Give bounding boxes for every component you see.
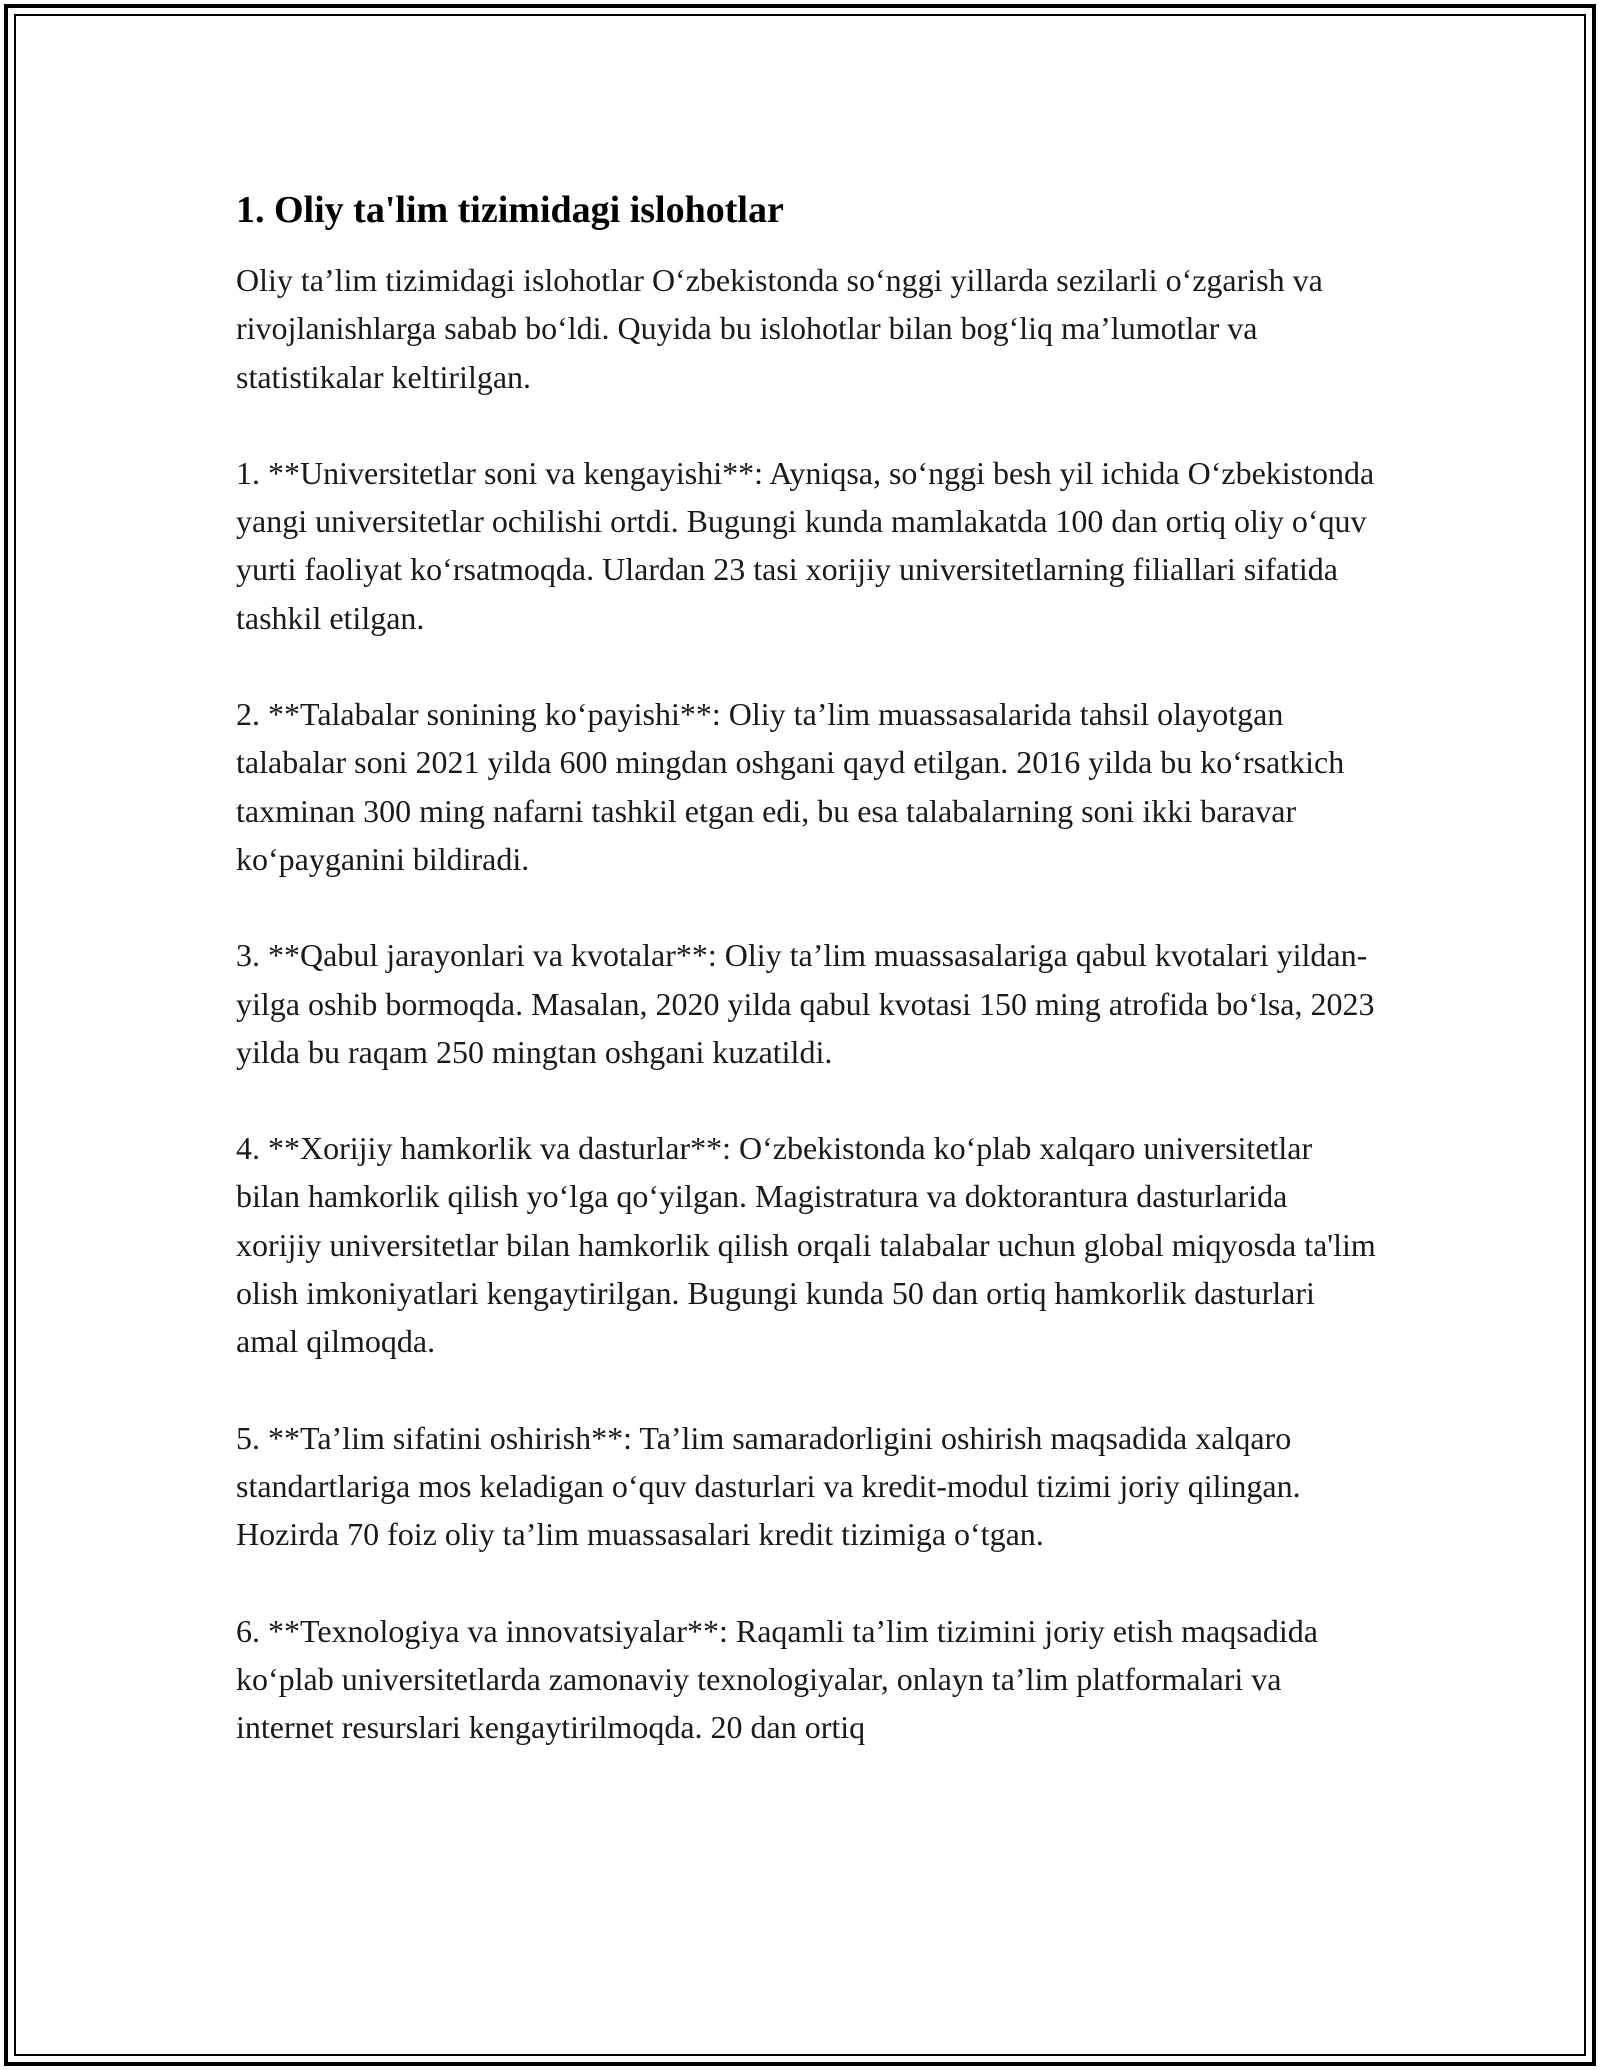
list-item-quality: 5. **Ta’lim sifatini oshirish**: Ta’lim samaradorligini oshirish maqsadida xalqaro standartlariga mos keladigan o‘quv dasturlari va kredit-modul tizimi joriy qilingan. Hozirda 70 foiz oliy ta’lim muassasalari kredit tizimiga o‘tgan. <box>236 1419 1301 1553</box>
list-item-admission: 3. **Qabul jarayonlari va kvotalar**: Oliy ta’lim muassasalariga qabul kvotalari yildan-yilga oshib bormoqda. Masalan, 2020 yilda qabul kvotasi 150 ming atrofida bo‘lsa, 2023 yilda bu raqam 250 mingtan oshgani kuzatildi. <box>236 937 1375 1070</box>
list-item-students: 2. **Talabalar sonining ko‘payishi**: Oliy ta’lim muassasalarida tahsil olayotgan talabalar soni 2021 yilda 600 mingdan oshgani qayd etilgan. 2016 yilda bu ko‘rsatkich taxminan 300 ming nafarni tashkil etgan edi, bu esa talabalarning soni ikki baravar ko‘payganini bildiradi. <box>236 696 1345 877</box>
intro-paragraph: Oliy ta’lim tizimidagi islohotlar O‘zbekistonda so‘nggi yillarda sezilarli o‘zgarish va rivojlanishlarga sabab bo‘ldi. Quyida bu islohotlar bilan bog‘liq ma’lumotlar va statistikalar keltirilgan. <box>236 262 1323 395</box>
list-item-universities: 1. **Universitetlar soni va kengayishi**: Ayniqsa, so‘nggi besh yil ichida O‘zbekistonda yangi universitetlar ochilishi ortdi. Bugungi kunda mamlakatda 100 dan ortiq oliy o‘quv yurti faoliyat ko‘rsatmoqda. Ulardan 23 tasi xorijiy universitetlarning filiallari sifatida tashkil etilgan. <box>236 454 1375 636</box>
list-item-cooperation: 4. **Xorijiy hamkorlik va dasturlar**: O‘zbekistonda ko‘plab xalqaro universitetlar bilan hamkorlik qilish yo‘lga qo‘yilgan. Magistratura va doktorantura dasturlarida xorijiy universitetlar bilan hamkorlik qilish orqali talabalar uchun global miqyosda ta'lim olish imkoniyatlari kengaytirilgan. Bugungi kunda 50 dan ortiq hamkorlik dasturlari amal qilmoqda. <box>236 1130 1376 1360</box>
section-heading: 1. Oliy ta'lim tizimidagi islohotlar <box>236 189 784 231</box>
list-item-technology: 6. **Texnologiya va innovatsiyalar**: Raqamli ta’lim tizimini joriy etish maqsadida ko‘plab universitetlarda zamonaviy texnologiyalar, onlayn ta’lim platformalari va internet resurslari kengaytirilmoqda. 20 dan ortiq <box>236 1612 1318 1746</box>
document-body <box>236 186 1376 1799</box>
